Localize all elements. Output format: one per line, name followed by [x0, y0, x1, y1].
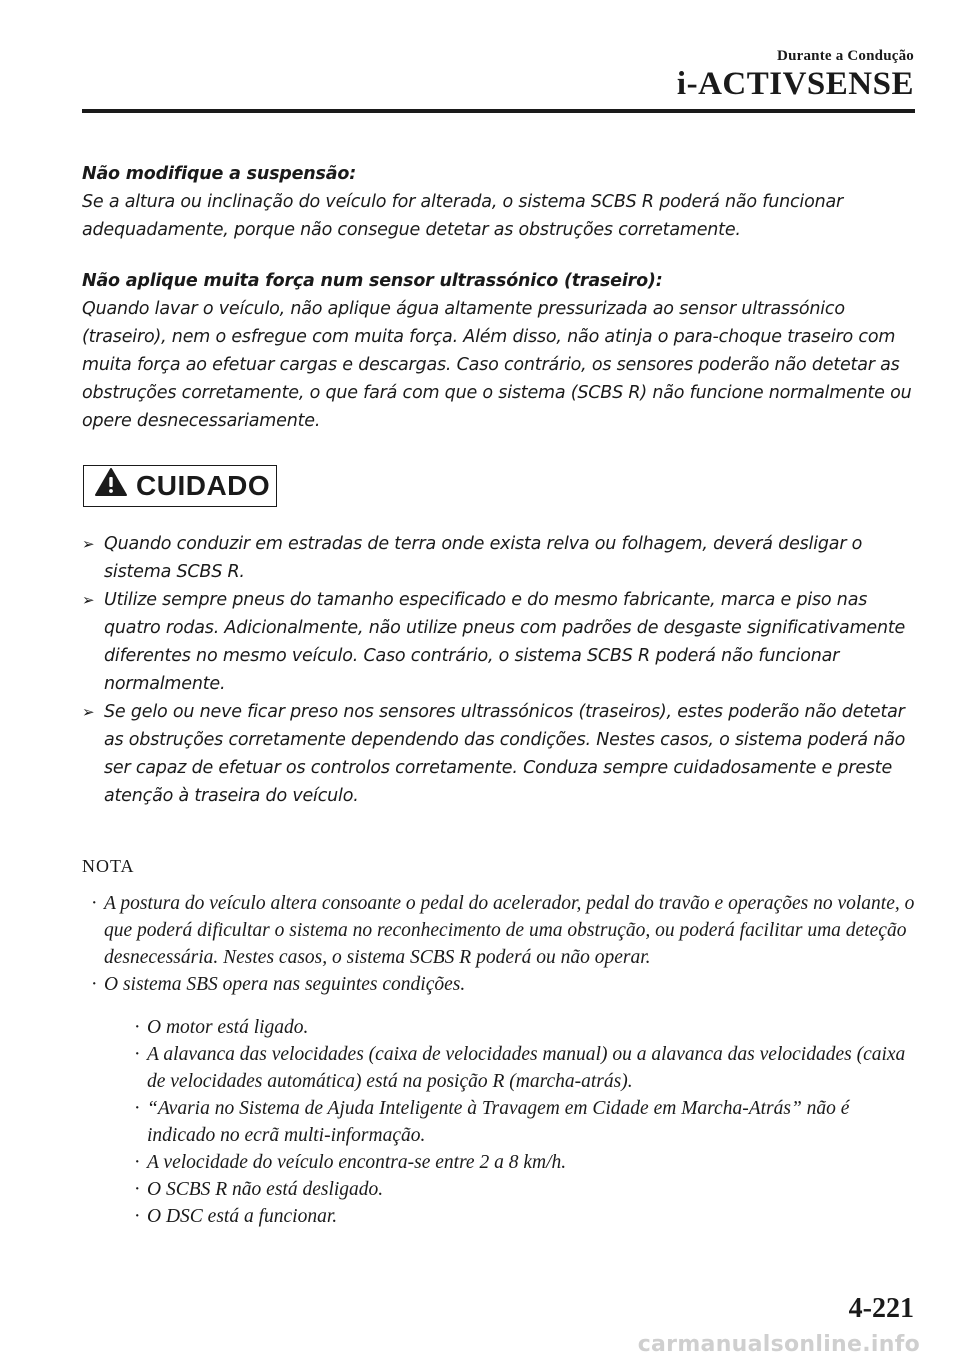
caution-item-text: Quando conduzir em estradas de terra onde exista relva ou folhagem, deverá desligar o sistema SCBS R. [104, 534, 863, 582]
nota-item-text: O sistema SBS opera nas seguintes condições. [104, 974, 466, 995]
caution-item-text: Se gelo ou neve ficar preso nos sensores ultrassónicos (traseiros), estes poderão não detetar as obstruções corretamente dependendo das condições. Nestes casos, o sistema poderá não ser capaz de efetuar os controlos corretamente. Conduza sempre cuidadosamente e preste atenção à traseira do veículo. [104, 702, 906, 806]
dot-bullet-icon: · [134, 1098, 141, 1119]
header-section-label: Durante a Condução [777, 48, 914, 64]
nota-item-text: A postura do veículo altera consoante o pedal do acelerador, pedal do travão e operações no volante, o que poderá dificultar o sistema no reconhecimento de uma obstrução, ou poderá facilitar uma deteção desnecessária. Nestes casos, o sistema SCBS R poderá ou não operar. [104, 893, 915, 968]
caution-list [82, 530, 917, 810]
caution-label: CUIDADO [136, 470, 271, 501]
caution-item [82, 586, 917, 698]
page-number: 4-221 [848, 1293, 914, 1324]
nota-sub-item-text: A alavanca das velocidades (caixa de velocidades manual) ou a alavanca das velocidades (caixa de velocidades automática) está na posição R (marcha-atrás). [147, 1044, 906, 1092]
block-heading: Não modifique a suspensão: [82, 164, 357, 184]
dot-bullet-icon: · [91, 974, 98, 995]
block-text: Se a altura ou inclinação do veículo for alterada, o sistema SCBS R poderá não funcionar adequadamente, porque não consegue detetar as obstruções corretamente. [82, 192, 844, 240]
dot-bullet-icon: · [134, 1152, 141, 1173]
nota-sub-item [125, 1041, 917, 1095]
nota-sub-item [125, 1095, 917, 1149]
arrow-bullet-icon: ➢ [82, 591, 95, 609]
arrow-bullet-icon: ➢ [82, 535, 95, 553]
nota-sub-item-text: O DSC está a funcionar. [147, 1206, 338, 1227]
nota-sub-item-text: “Avaria no Sistema de Ajuda Inteligente à Travagem em Cidade em Marcha-Atrás” não é indicado no ecrã multi-informação. [147, 1098, 850, 1146]
header-divider [82, 109, 915, 113]
nota-sub-item-text: A velocidade do veículo encontra-se entre 2 a 8 km/h. [147, 1152, 567, 1173]
nota-sub-list [125, 1014, 917, 1230]
nota-list [82, 890, 917, 1230]
nota-sub-item [125, 1176, 917, 1203]
block-heading: Não aplique muita força num sensor ultrassónico (traseiro): [82, 271, 663, 291]
nota-sub-item-text: O motor está ligado. [147, 1017, 309, 1038]
caution-box [83, 465, 277, 507]
page-content [82, 160, 917, 1230]
warning-triangle-icon [94, 467, 128, 506]
nota-sub-item [125, 1203, 917, 1230]
caution-item-text: Utilize sempre pneus do tamanho especificado e do mesmo fabricante, marca e piso nas quatro rodas. Adicionalmente, não utilize pneus com padrões de desgaste significativamente diferentes no mesmo veículo. Caso contrário, o sistema SCBS R poderá não funcionar normalmente. [104, 590, 906, 694]
arrow-bullet-icon: ➢ [82, 703, 95, 721]
nota-label: NOTA [82, 856, 135, 876]
dot-bullet-icon: · [134, 1206, 141, 1227]
nota-item [82, 890, 917, 971]
header-title: i-ACTIVSENSE [676, 66, 914, 102]
nota-sub-item [125, 1149, 917, 1176]
dot-bullet-icon: · [134, 1044, 141, 1065]
nota-item [82, 971, 917, 1230]
nota-sub-item-text: O SCBS R não está desligado. [147, 1179, 384, 1200]
caution-item [82, 698, 917, 810]
dot-bullet-icon: · [134, 1017, 141, 1038]
block-text: Quando lavar o veículo, não aplique água altamente pressurizada ao sensor ultrassónico (traseiro), nem o esfregue com muita força. Além disso, não atinja o para-choque traseiro com muita força ao efetuar cargas e descargas. Caso contrário, os sensores poderão não detetar as obstruções corretamente, o que fará com que o sistema (SCBS R) não funcione normalmente ou opere desnecessariamente. [82, 299, 912, 431]
watermark: carmanualsonline.info [637, 1332, 920, 1357]
caution-item [82, 530, 917, 586]
dot-bullet-icon: · [91, 893, 98, 914]
nota-sub-item [125, 1014, 917, 1041]
dot-bullet-icon: · [134, 1179, 141, 1200]
